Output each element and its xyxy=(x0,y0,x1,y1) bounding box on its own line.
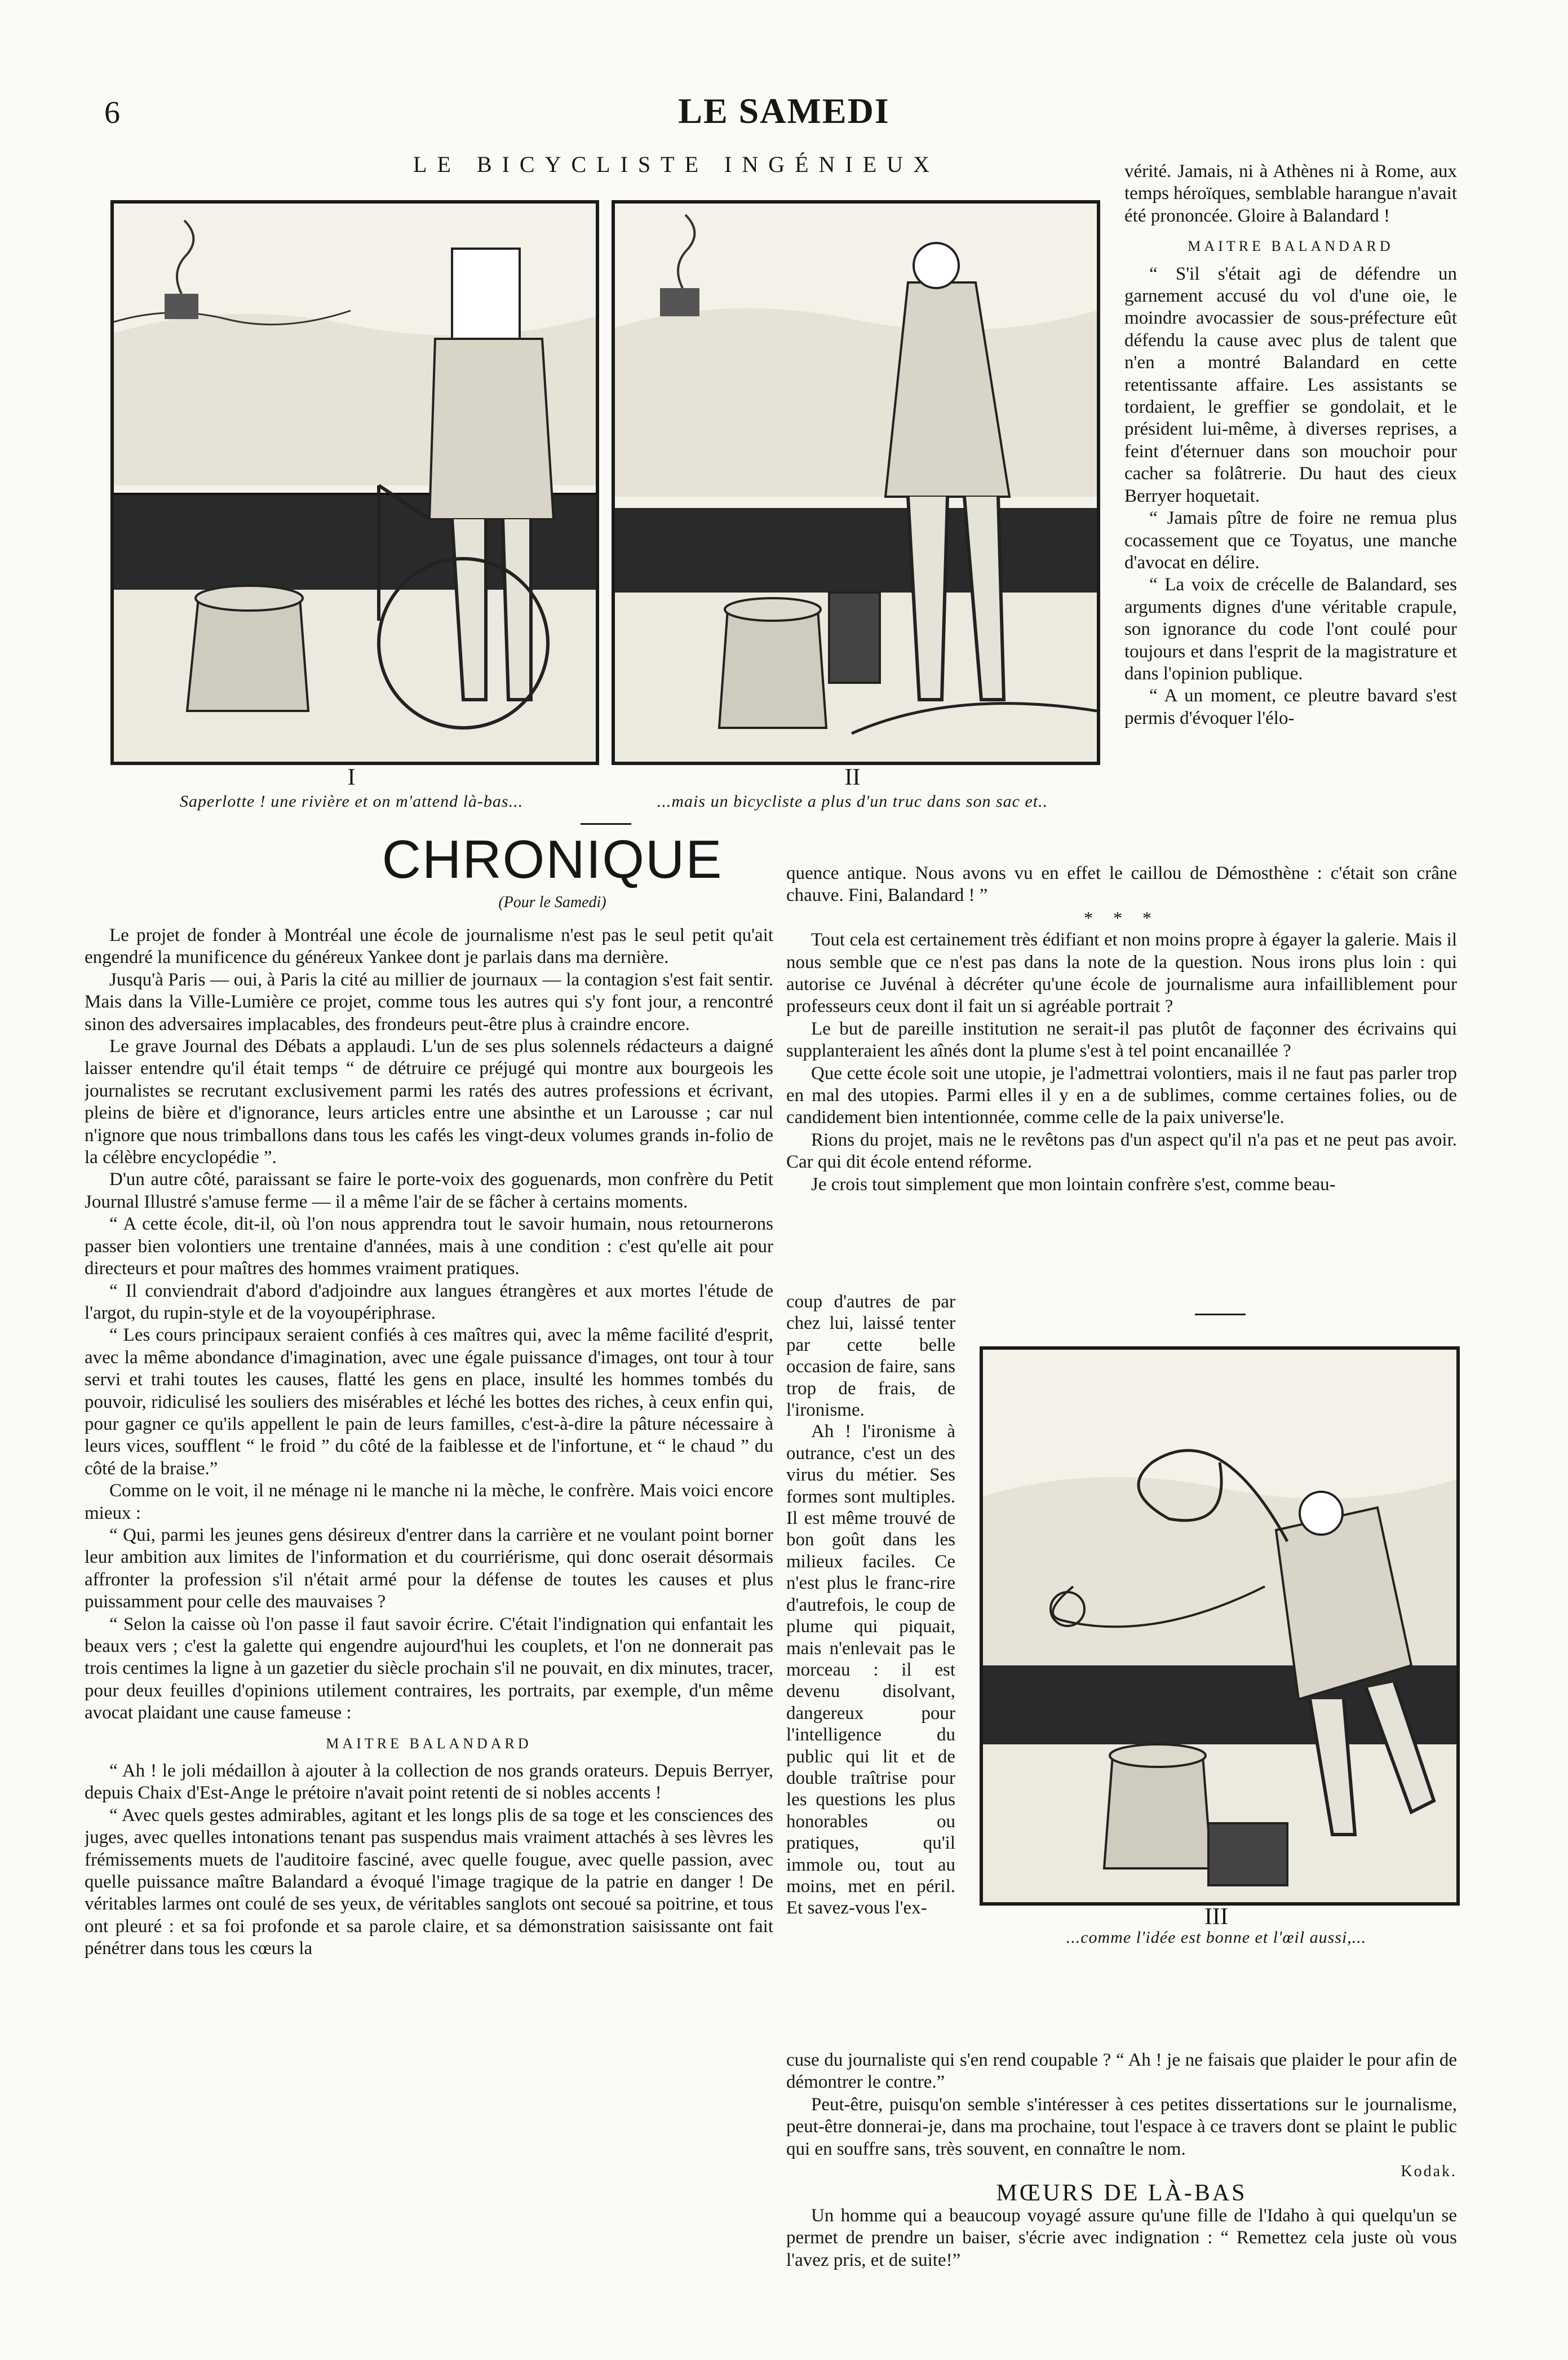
paragraph: Rions du projet, mais ne le revêtons pas d'un aspect qu'il n'a pas et ne peut pas avoir. Car qui dit école entend réforme. xyxy=(786,1129,1457,1173)
paragraph: “ Qui, parmi les jeunes gens désireux d'entrer dans la carrière et ne voulant point borner leur ambition aux limites de l'information et du courriérisme, qui donc oserait désormais affronter la profession s'il n'était armé pour la défense de toutes les causes et plus puissamment pour celle des mauvaises ? xyxy=(85,1524,773,1612)
chronique-narrow-column xyxy=(786,1291,955,1919)
panel-1-caption: Saperlotte ! une rivière et on m'attend là-bas... xyxy=(179,792,524,811)
paragraph: Je crois tout simplement que mon lointain confrère s'est, comme beau- xyxy=(811,1174,1336,1195)
paragraph: “ Selon la caisse où l'on passe il faut savoir écrire. C'était l'indignation qui enfantait les beaux vers ; c'est la galette qui engendre aujourd'hui les couplets, et l'on ne donnerait pas trois centimes la ligne à un gazetier du siècle prochain s'il ne pouvait, en dix minutes, tracer, pour deux feuilles d'opinions utilement contraires, les portraits, par exemple, d'un même avocat plaidant une cause fameuse : xyxy=(85,1614,773,1723)
chronique-title: CHRONIQUE xyxy=(382,829,723,890)
paragraph: “ La voix de crécelle de Balandard, ses arguments dignes d'une véritable crapule, son ignorance du code l'ont coulé pour toujours et dans l'esprit de la magistrature et dans l'opinion publique. xyxy=(1124,574,1457,684)
masthead-title: LE SAMEDI xyxy=(678,91,890,131)
right-column xyxy=(1124,161,1457,730)
paragraph: Que cette école soit une utopie, je l'admettrai volontiers, mais il ne faut pas parler trop en mal des utopies. Parmi elles il y en a de sublimes, comme certaines folies, ou de candidement bien intentionnée, comme celle de la paix universe'le. xyxy=(786,1063,1457,1128)
paragraph: Le but de pareille institution ne serait-il pas plutôt de façonner des écrivains qui supplanteraient les aînés dont la plume s'est à tel point encanaillée ? xyxy=(786,1018,1457,1062)
paragraph: Le projet de fonder à Montréal une école de journalisme n'est pas le seul petit qu'ait engendré la munificence du généreux Yankee dont je parlais dans ma dernière. xyxy=(85,925,773,968)
paragraph: Peut-être, puisqu'on semble s'intéresser à ces petites dissertations sur le journalisme, peut-être donnerai-je, dans ma prochaine, tout l'espace à ce travers dont se plaint le public qui en souffre sans, très souvent, en connaître le nom. xyxy=(786,2094,1457,2159)
paragraph: coup d'autres de par chez lui, laissé tenter par cette belle occasion de faire, sans trop de frais, de l'ironisme. xyxy=(786,1292,955,1421)
panel-3-number: III xyxy=(1204,1904,1228,1930)
paragraph: Ah ! l'ironisme à outrance, c'est un des virus du métier. Ses formes sont multiples. Il est même trouvé de bon goût dans les milieux faciles. Ce n'est plus le franc-rire d'autrefois, le coup de plume qui piquait, mais n'enlevait pas le morceau : il est devenu disolvant, dangereux pour l'intelligence du public qui lit et de double traîtrise pour les questions les plus honorables ou pratiques, qu'il immole ou, tout au moins, met en péril. Et savez-vous l'ex- xyxy=(786,1421,955,1919)
paragraph: Jusqu'à Paris — oui, à Paris la cité au millier de journaux — la contagion s'est fait sentir. Mais dans la Ville-Lumière ce projet, comme tous les autres qui s'y font jour, a rencontré sinon des adversaires implacables, des frondeurs peut-être plus à craindre encore. xyxy=(85,969,773,1035)
chronique-bottom-right xyxy=(786,2049,1457,2271)
paragraph: Comme on le voit, il ne ménage ni le manche ni la mèche, le confrère. Mais voici encore mieux : xyxy=(85,1480,773,1523)
paragraph: “ Ah ! le joli médaillon à ajouter à la collection de nos grands orateurs. Depuis Berryer, depuis Chaix d'Est-Ange le prétoire n'avait point retenti de si nobles accents ! xyxy=(85,1761,773,1804)
comic-panel-3 xyxy=(980,1346,1460,1906)
chronique-right-column xyxy=(786,863,1457,1196)
paragraph: vérité. Jamais, ni à Athènes ni à Rome, aux temps héroïques, semblable harangue n'avait été prononcée. Gloire à Balandard ! xyxy=(1124,161,1457,226)
cyclist-river-illustration xyxy=(114,204,596,762)
section-subhead: MAITRE BALANDARD xyxy=(326,1735,532,1752)
paragraph: Un homme qui a beaucoup voyagé assure qu'une fille de l'Idaho à qui quelqu'un se permet de prendre un baiser, s'écrie avec indignation : “ Remettez cela juste où vous l'avez pris, et de suite!” xyxy=(786,2205,1457,2270)
chronique-left-column xyxy=(85,925,773,2289)
panel-3-caption: ...comme l'idée est bonne et l'œil aussi,... xyxy=(1066,1928,1367,1947)
section-separator-stars: * * * xyxy=(1084,907,1159,928)
paragraph: quence antique. Nous avons vu en effet le caillou de Démosthène : c'était son crâne chauve. Fini, Balandard ! ” xyxy=(786,863,1457,906)
paragraph: “ A cette école, dit-il, où l'on nous apprendra tout le savoir humain, nous retournerons passer bien volontiers une trentaine d'années, mais à une condition : c'est qu'elle ait pour directeurs et pour maîtres des hommes vraiment pratiques. xyxy=(85,1214,773,1279)
panel-1-number: I xyxy=(347,764,356,790)
divider-rule xyxy=(1195,1314,1246,1315)
comic-panel-2 xyxy=(612,200,1100,765)
strip-title: LE BICYCLISTE INGÉNIEUX xyxy=(413,152,940,177)
paragraph: “ Les cours principaux seraient confiés à ces maîtres qui, avec la même facilité d'esprit, avec la même abondance d'imagination, avec une égale puissance d'images, ont tour à tour servi et trahi toutes les causes, flatté les gens en place, insulté les hommes tombés du pouvoir, ridiculisé les souliers des misérables et léché les bottes des riches, à ceux enfin qui, pour gagner ce qu'ils appellent le pain de leurs familles, c'est-à-dire la pâture nécessaire à leurs vices, soufflent “ le froid ” du côté de la faiblesse et de l'infortune, et “ le chaud ” du côté de la braise.” xyxy=(85,1325,773,1479)
divider-rule xyxy=(581,823,631,825)
section-subhead: MAITRE BALANDARD xyxy=(1188,238,1394,255)
panel-2-number: II xyxy=(844,764,861,790)
paragraph: “ A un moment, ce pleutre bavard s'est permis d'évoquer l'élo- xyxy=(1124,686,1457,728)
comic-panel-1 xyxy=(110,200,599,765)
paragraph: cuse du journaliste qui s'en rend coupable ? “ Ah ! je ne faisais que plaider le pour afin de démontrer le contre.” xyxy=(786,2050,1457,2093)
paragraph: “ Jamais pître de foire ne remua plus cocassement que ce Toyatus, une manche d'avocat en délire. xyxy=(1124,508,1457,573)
page-number: 6 xyxy=(104,95,120,130)
paragraph: D'un autre côté, paraissant se faire le porte-voix des goguenards, mon confrère du Petit Journal Illustré s'amuse ferme — il a même l'air de se fâcher à certains moments. xyxy=(85,1169,773,1212)
paragraph: Tout cela est certainement très édifiant et non moins propre à égayer la galerie. Mais il nous semble que ce n'est pas dans la note de la question. Nous irons plus loin : qui autorise ce Juvénal à décréter qu'une école de journalisme aura infailliblement pour professeurs ceux dont il fait un si agréable portrait ? xyxy=(786,930,1457,1017)
author-signature: Kodak. xyxy=(1401,2163,1457,2181)
paragraph: “ S'il s'était agi de défendre un garnement accusé du vol d'une oie, le moindre avocassier de sous-préfecture eût défendu la cause avec plus de talent que n'en a montré Balandard en cette retentissante affaire. Les assistants se tordaient, le greffier se gondolait, et le président lui-même, à diverses reprises, a feint d'éternuer dans son mouchoir pour cacher sa folâtrerie. Du haut des cieux Berryer hoquetait. xyxy=(1124,263,1457,506)
paragraph: “ Avec quels gestes admirables, agitant et les longs plis de sa toge et les consciences des juges, avec quelles intonations tenant pas suspendus mais vraiment attachés à ses lèvres les frémissements muets de l'auditoire fasciné, avec quelle fougue, avec quelle passion, avec quelle puissance maître Balandard a évoqué l'image tragique de la patrie en danger ! De véritables larmes ont coulé de ses yeux, de véritables sanglots ont secoué sa poitrine, et tous ont pleuré : et sa foi profonde et sa parole claire, et sa démonstration saisissante ont fait pénétrer dans tous les cœurs la xyxy=(85,1805,773,1959)
chronique-byline: (Pour le Samedi) xyxy=(498,894,606,911)
cyclist-lasso-illustration xyxy=(983,1350,1456,1902)
paragraph: “ Il conviendrait d'abord d'adjoindre aux langues étrangères et aux mortes l'étude de l'argot, du rupin-style et de la voyoupériphrase. xyxy=(85,1280,773,1323)
cyclist-bag-illustration xyxy=(615,204,1097,762)
paragraph: Le grave Journal des Débats a applaudi. L'un de ses plus solennels rédacteurs a daigné laisser entendre qu'il était temps “ de détruire ce préjugé qui montre aux bourgeois les journalistes se recrutant exclusivement parmi les ratés des autres professions et écrivant, pleins de bière et d'ignorance, leurs articles entre une absinthe et un Larousse ; car nul n'ignore que nous trimballons dans tous les cafés les vingt-deux volumes grands in-folio de la célèbre encyclopédie ”. xyxy=(85,1036,773,1168)
panel-2-caption: ...mais un bicycliste a plus d'un truc dans son sac et.. xyxy=(657,792,1048,811)
moeurs-title: MŒURS DE LÀ-BAS xyxy=(996,2180,1247,2207)
